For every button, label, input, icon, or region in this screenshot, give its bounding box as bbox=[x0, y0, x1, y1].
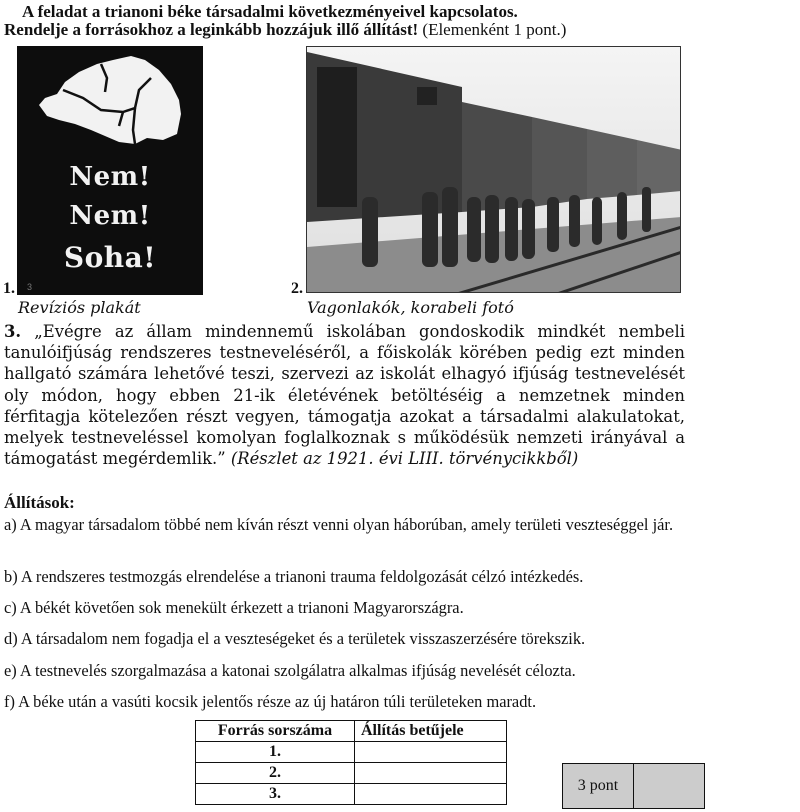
statement-b: b) A rendszeres testmozgás elrendelése a trianoni trauma feldolgozását célzó intézkedés. bbox=[4, 567, 584, 586]
revision-poster-image bbox=[17, 46, 203, 295]
quote-reference: (Részlet az 1921. évi LIII. törvénycikkből) bbox=[230, 449, 579, 469]
column-header-source: Forrás sorszáma bbox=[196, 721, 355, 742]
poster-mark: 3 bbox=[27, 282, 33, 292]
instruction-bold: Rendelje a forrásokhoz a leginkább hozzájuk illő állítást! bbox=[4, 20, 419, 39]
quote-text: „Evégre az állam mindennemű iskolában gondoskodik mindkét nembeli tanulóifjúság rendszeres testneveléséről, a főiskolák körében pedig ezt minden hallgató számára lehetővé teszi, szervezi az iskolát elhagyó ifjúság testnevelését oly módon, hogy ebben 21-ik életévének betöltéséig a nemzetnek minden férfitagja kötelezően részt vegyen, támogatja azokat a társadalmi alakulatokat, melyek testneveléssel komolyan foglalkoznak s működésük nemzeti irányával a támogatást megérdemlik.” bbox=[4, 322, 685, 469]
source-number: 3. bbox=[4, 322, 22, 341]
railway-wagon-photo bbox=[306, 46, 681, 293]
answer-cell[interactable] bbox=[355, 763, 507, 784]
column-header-statement: Állítás betűjele bbox=[355, 721, 507, 742]
statement-c: c) A békét követően sok menekült érkezett a trianoni Magyarországra. bbox=[4, 598, 464, 617]
source-number: 2. bbox=[291, 280, 303, 297]
task-title: A feladat a trianoni béke társadalmi következményeivel kapcsolatos. bbox=[22, 2, 518, 21]
greater-hungary-map-icon bbox=[35, 50, 185, 150]
source-3-quote bbox=[4, 321, 685, 469]
statement-d: d) A társadalom nem fogadja el a veszteségeket és a területek visszaszerzésére törekszik. bbox=[4, 629, 586, 648]
max-points-label: 3 pont bbox=[563, 764, 634, 809]
statement-e: e) A testnevelés szorgalmazása a katonai szolgálatra alkalmas ifjúság nevelését célozta. bbox=[4, 661, 576, 680]
task-instruction bbox=[4, 20, 566, 40]
statement-a: a) A magyar társadalom többé nem kíván részt venni olyan háborúban, amely területi veszteséggel jár. bbox=[4, 515, 674, 534]
wagon-photo-illustration bbox=[307, 47, 681, 293]
answer-cell[interactable] bbox=[355, 742, 507, 763]
answer-cell[interactable] bbox=[355, 784, 507, 805]
table-row bbox=[196, 742, 507, 763]
source-number: 1. bbox=[3, 280, 15, 297]
poster-text-line: Nem! bbox=[69, 162, 151, 192]
source-number-cell: 3. bbox=[196, 784, 355, 805]
source-number-cell: 1. bbox=[196, 742, 355, 763]
source-number-cell: 2. bbox=[196, 763, 355, 784]
table-row bbox=[196, 763, 507, 784]
table-header-row bbox=[196, 721, 507, 742]
statements-heading: Állítások: bbox=[4, 493, 75, 512]
statement-f: f) A béke után a vasúti kocsik jelentős része az új határon túli területeken maradt. bbox=[4, 692, 537, 711]
poster-text-line: Nem! bbox=[69, 201, 151, 231]
score-entry-cell[interactable] bbox=[634, 764, 705, 809]
instruction-points: (Elemenként 1 pont.) bbox=[418, 20, 567, 39]
answer-table bbox=[195, 720, 507, 805]
source-caption: Vagonlakók, korabeli fotó bbox=[307, 298, 514, 317]
source-caption: Revíziós plakát bbox=[18, 298, 141, 317]
poster-text-line: Soha! bbox=[63, 241, 157, 274]
table-row bbox=[196, 784, 507, 805]
score-box bbox=[562, 763, 705, 809]
